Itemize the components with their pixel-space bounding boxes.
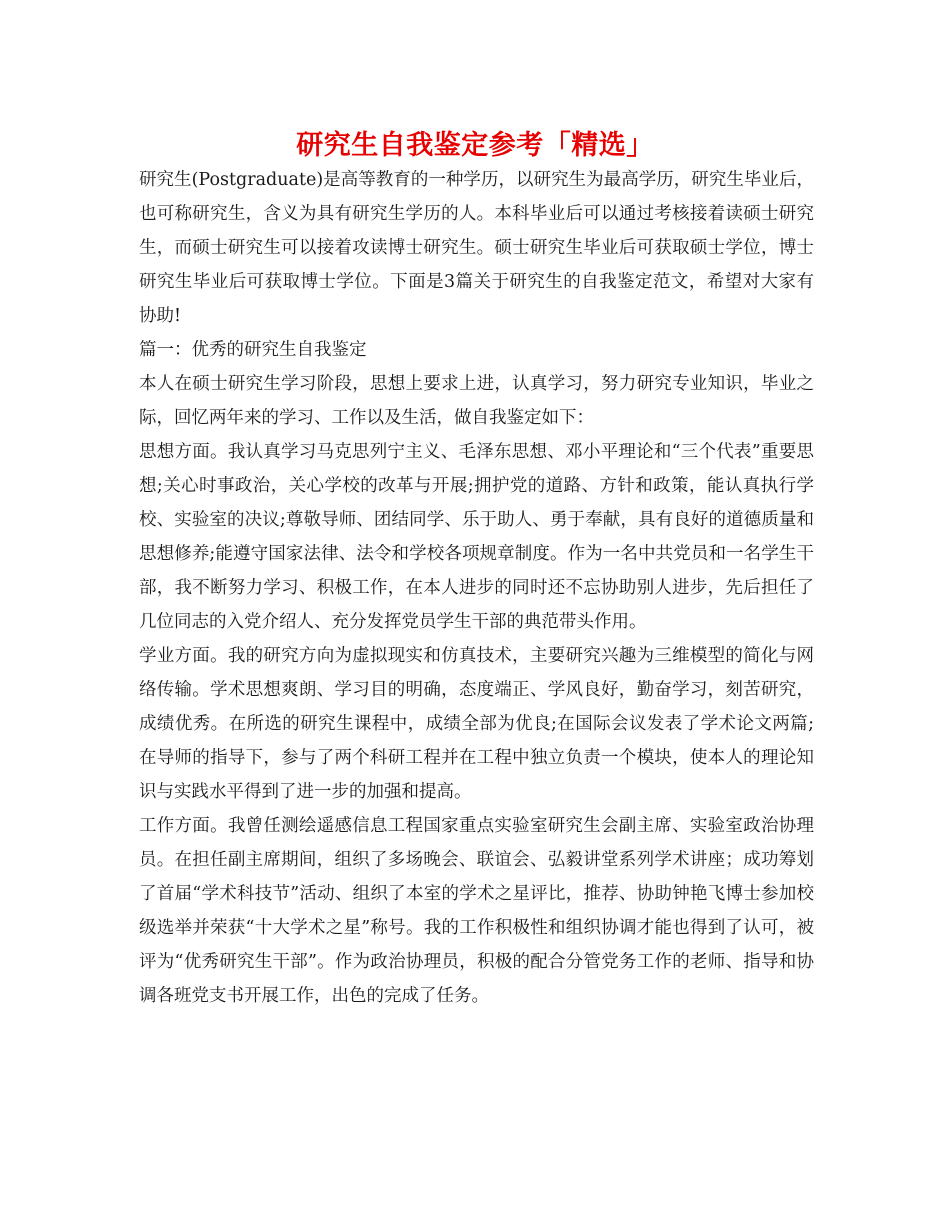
paragraph-ideology: 思想方面。我认真学习马克思列宁主义、毛泽东思想、邓小平理论和“三个代表”重要思想;关心时事政治，关心学校的改革与开展;拥护党的道路、方针和政策，能认真执行学校、实验室的决议;尊敬导师、团结同学、乐于助人、勇于奉献，具有良好的道德质量和思想修养;能遵守国家法律、法令和学校各项规章制度。作为一名中共党员和一名学生干部，我不断努力学习、积极工作，在本人进步的同时还不忘协助别人进步，先后担任了几位同志的入党介绍人、充分发挥党员学生干部的典范带头作用。 [139,442,814,632]
paragraph-work: 工作方面。我曾任测绘遥感信息工程国家重点实验室研究生会副主席、实验室政治协理员。在担任副主席期间，组织了多场晚会、联谊会、弘毅讲堂系列学术讲座；成功筹划了首届“学术科技节”活动、组织了本室的学术之星评比，推荐、协助钟艳飞博士参加校级选举并荣获“十大学术之星”称号。我的工作积极性和组织协调才能也得到了认可，被评为“优秀研究生干部”。作为政治协理员，积极的配合分管党务工作的老师、指导和协调各班党支书开展工作，出色的完成了任务。 [139,816,814,1006]
paragraph-opening: 本人在硕士研究生学习阶段，思想上要求上进，认真学习，努力研究专业知识，毕业之际，回忆两年来的学习、工作以及生活，做自我鉴定如下： [139,374,814,428]
document-title: 研究生自我鉴定参考「精选」 [296,130,654,161]
document-body [139,163,814,1013]
paragraph-academics: 学业方面。我的研究方向为虚拟现实和仿真技术，主要研究兴趣为三维模型的简化与网络传输。学术思想爽朗、学习目的明确，态度端正、学风良好，勤奋学习，刻苦研究，成绩优秀。在所选的研究生课程中，成绩全部为优良;在国际会议发表了学术论文两篇;在导师的指导下，参与了两个科研工程并在工程中独立负责一个模块，使本人的理论知识与实践水平得到了进一步的加强和提高。 [139,646,814,802]
paragraph-intro: 研究生(Postgraduate)是高等教育的一种学历，以研究生为最高学历，研究生毕业后，也可称研究生，含义为具有研究生学历的人。本科毕业后可以通过考核接着读硕士研究生，而硕士研究生可以接着攻读博士研究生。硕士研究生毕业后可获取硕士学位，博士研究生毕业后可获取博士学位。下面是3篇关于研究生的自我鉴定范文，希望对大家有协助! [139,170,814,326]
section-heading: 篇一：优秀的研究生自我鉴定 [139,340,367,360]
